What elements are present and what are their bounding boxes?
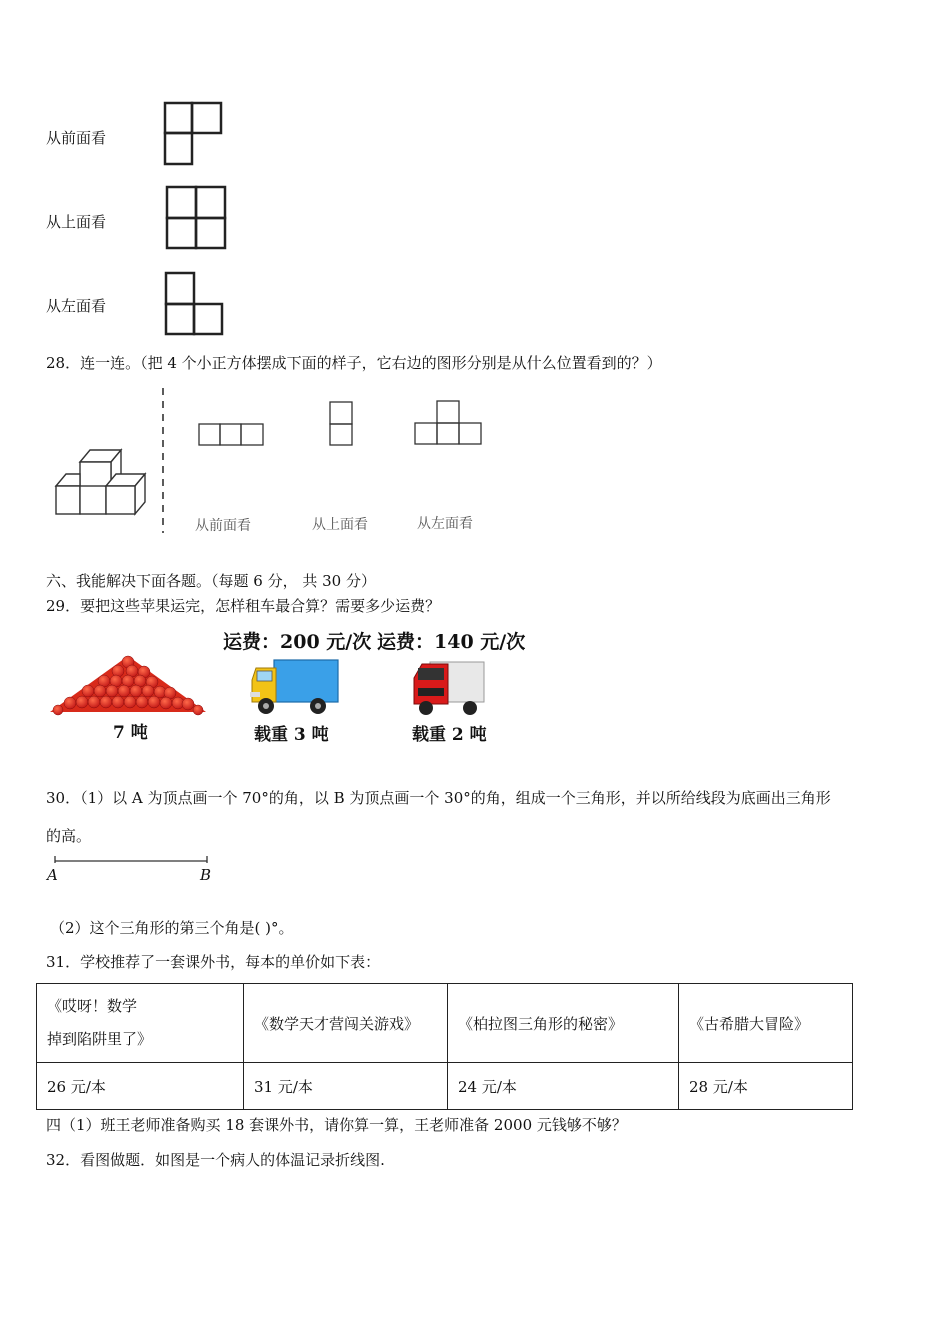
segment-ab [52,853,212,865]
book-price-3: 24 元/本 [448,1063,679,1110]
price-truck-3t: 运费：200 元/次 [223,631,372,653]
q30-line1: 30．（1）以 A 为顶点画一个 70°的角，以 B 为顶点画一个 30°的角，组成一个三角形，并以所给线段为底画出三角形 [46,789,831,807]
view-label-top: 从上面看 [46,213,107,231]
book-title-4: 《古希腊大冒险》 [679,984,853,1063]
q28-view-row-of-three-icon [197,422,267,448]
q31-question: 四（1）班王老师准备购买 18 套课外书，请你算一算，王老师准备 2000 元钱够不够？ [46,1116,627,1134]
apples-weight: 7 吨 [113,723,148,743]
price-truck-2t: 运费：140 元/次 [377,631,526,653]
book-price-4: 28 元/本 [679,1063,853,1110]
q30-part2: （2）这个三角形的第三个角是( )°。 [50,919,294,937]
book-price-1: 26 元/本 [37,1063,244,1110]
book-price-table [36,983,853,1110]
view-label-front: 从前面看 [46,129,107,147]
q32-text: 32．看图做题．如图是一个病人的体温记录折线图. [46,1151,385,1169]
apple-pile-icon [48,652,208,718]
q30-line2: 的高。 [46,827,92,845]
q28-text: 28．连一连。（把 4 个小正方体摆成下面的样子，它右边的图形分别是从什么位置看到的？） [46,354,662,372]
q28-view-t-shape-icon [413,399,485,447]
blue-truck-icon [248,658,340,718]
q28-view-column-of-two-icon [328,400,356,448]
book-title-cell [37,984,244,1063]
book-title-1-line2: 掉到陷阱里了》 [47,1030,153,1048]
book-title-2: 《数学天才营闯关游戏》 [244,984,448,1063]
q28-caption-front: 从前面看 [195,518,251,534]
section6-heading: 六、我能解决下面各题。（每题 6 分， 共 30 分） [46,572,376,590]
point-a-label: A [47,866,58,884]
cube-stack-icon [50,440,150,520]
q28-caption-top: 从上面看 [312,517,368,533]
q29-text: 29．要把这些苹果运完，怎样租车最合算？需要多少运费？ [46,597,441,615]
red-truck-capacity: 载重 2 吨 [412,725,487,745]
red-truck-icon [412,658,488,718]
table-row [37,1063,853,1110]
view-label-left: 从左面看 [46,297,107,315]
point-b-label: B [200,866,212,884]
blue-truck-capacity: 载重 3 吨 [254,725,329,745]
book-price-2: 31 元/本 [244,1063,448,1110]
table-row [37,984,853,1063]
left-view-shape-icon [163,270,227,338]
q31-text: 31．学校推荐了一套课外书，每本的单价如下表： [46,953,381,971]
book-title-1-line1: 《哎呀！数学 [47,997,138,1015]
top-view-shape-icon [164,184,230,252]
book-title-3: 《柏拉图三角形的秘密》 [448,984,679,1063]
front-view-shape-icon [162,100,226,168]
dashed-divider [158,388,168,533]
q28-caption-left: 从左面看 [417,516,473,532]
